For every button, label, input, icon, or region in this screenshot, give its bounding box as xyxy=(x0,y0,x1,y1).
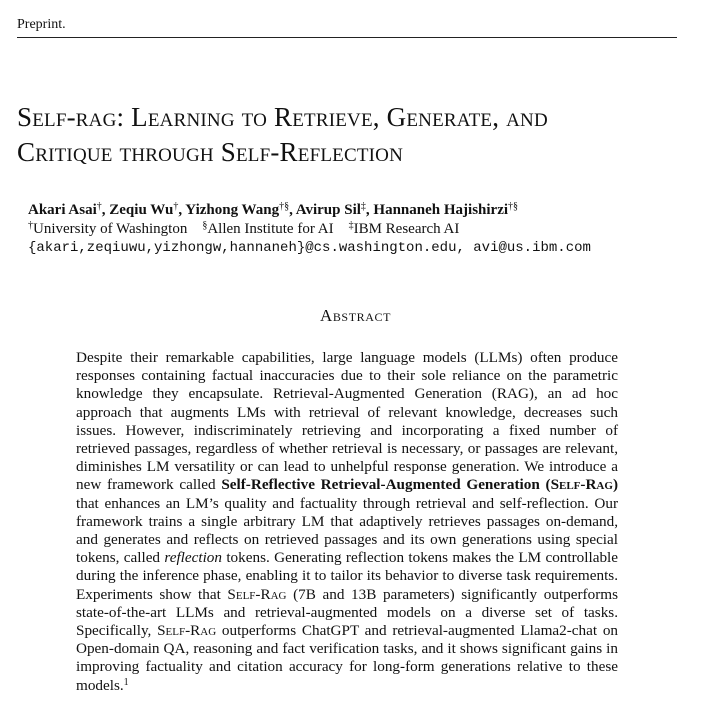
affiliation-mark: † xyxy=(28,220,33,231)
running-head: Preprint. xyxy=(17,17,66,32)
author-name: Avirup Sil xyxy=(295,202,361,218)
footnote-mark[interactable]: 1 xyxy=(123,676,129,688)
header-rule xyxy=(17,37,677,38)
author-affiliation-mark: † xyxy=(96,201,102,212)
page-header xyxy=(17,16,677,38)
abstract-text: tokens. Generating reflection tokens makes the LM controllable during the inference phase, enabling it to tailor its behavior to diverse task requirements. Experiments show that xyxy=(76,549,618,603)
framework-acronym: Self-Rag xyxy=(227,585,287,603)
author-list: Akari Asai†, Zeqiu Wu†, Yizhong Wang†§, Avirup Sil‡, Hannaneh Hajishirzi†§ xyxy=(28,201,519,218)
author-name: Yizhong Wang xyxy=(185,202,280,218)
affiliation-list xyxy=(28,220,698,239)
paper-title xyxy=(17,100,697,170)
title-line-1: Self-rag: Learning to Retrieve, Generate, and xyxy=(17,102,548,132)
reflection-term: reflection xyxy=(164,549,222,567)
affiliation-name: University of Washington xyxy=(33,221,188,237)
framework-acronym: Self-Rag xyxy=(550,476,613,494)
abstract-heading: Abstract xyxy=(319,306,392,325)
author-affiliation-mark: †§ xyxy=(279,201,290,212)
author-name: Zeqiu Wu xyxy=(109,202,174,218)
author-block xyxy=(28,201,698,258)
abstract-text: that enhances an LM’s quality and factuality through retrieval and self-reflection. Our framework trains a single arbitrary LM that adaptively retrieves passages on-demand, and generates and reflects on retrieved passages and its own generations using special tokens, called xyxy=(76,494,618,567)
author-affiliation-mark: ‡ xyxy=(360,201,366,212)
abstract-text: (7B and 13B parameters) significantly outperforms state-of-the-art LLMs and retrieval-augmented models on a diverse set of tasks. Specifically, xyxy=(76,585,618,640)
abstract-text: Despite their remarkable capabilities, large language models (LLMs) often produce responses containing factual inaccuracies due to their sole reliance on the parametric knowledge they encapsulate. Retrieval-Augmented Generation (RAG), an ad hoc approach that augments LMs with retrieval of relevant knowledge, decreases such issues. However, indiscriminately retrieving and incorporating a fixed number of retrieved passages, regardless of whether retrieval is necessary, or passages are relevant, diminishes LM versatility or can lead to unhelpful response generation. We introduce a new framework called xyxy=(76,349,618,494)
affiliation-name: IBM Research AI xyxy=(353,221,460,237)
author-affiliation-mark: †§ xyxy=(508,201,519,212)
framework-acronym: Self-Rag xyxy=(157,622,217,640)
framework-name: Self-Reflective Retrieval-Augmented Generation xyxy=(221,476,540,494)
affiliation-mark: ‡ xyxy=(348,220,354,231)
abstract-body: Despite their remarkable capabilities, large language models (LLMs) often produce responses containing factual inaccuracies due to their sole reliance on the parametric knowledge they encapsulate. Retrieval-Augmented Generation (RAG), an ad hoc approach that augments LMs with retrieval of relevant knowledge, decreases such issues. However, indiscriminately retrieving and incorporating a fixed number of retrieved passages, regardless of whether retrieval is necessary, or passages are relevant, diminishes LM versatility or can lead to unhelpful response generation. We introduce a new framework called Self-Reflective Retrieval-Augmented Generation (Self-Rag) that enhances an LM’s quality and factuality through retrieval and self-reflection. Our framework trains a single arbitrary LM that adaptively retrieves passages on-demand, and generates and reflects on retrieved passages and its own generations using special tokens, called reflection tokens. Generating reflection tokens makes the LM controllable during the inference phase, enabling it to tailor its behavior to diverse task requirements. Experiments show that Self-Rag (7B and 13B parameters) significantly outperforms state-of-the-art LLMs and retrieval-augmented models on a diverse set of tasks. Specifically, Self-Rag outperforms ChatGPT and retrieval-augmented Llama2-chat on Open-domain QA, reasoning and fact verification tasks, and it shows significant gains in improving factuality and citation accuracy for long-form generations relative to these models.$^1$ xyxy=(76,349,619,694)
affiliation-mark: § xyxy=(202,220,208,231)
abstract-text: outperforms ChatGPT and retrieval-augmented Llama2-chat on Open-domain QA, reasoning and fact verification tasks, and it shows significant gains in improving factuality and citation accuracy for long-form generations relative to these models. xyxy=(76,622,619,694)
affiliation-name: Allen Institute for AI xyxy=(207,221,334,237)
author-affiliation-mark: † xyxy=(173,201,179,212)
author-name: Akari Asai xyxy=(28,202,97,218)
author-emails[interactable]: {akari,zeqiuwu,yizhongw,hannaneh}@cs.washington.edu, avi@us.ibm.com xyxy=(28,240,591,256)
title-line-2: Critique through Self-Reflection xyxy=(17,137,404,167)
author-name: Hannaneh Hajishirzi xyxy=(373,202,509,218)
